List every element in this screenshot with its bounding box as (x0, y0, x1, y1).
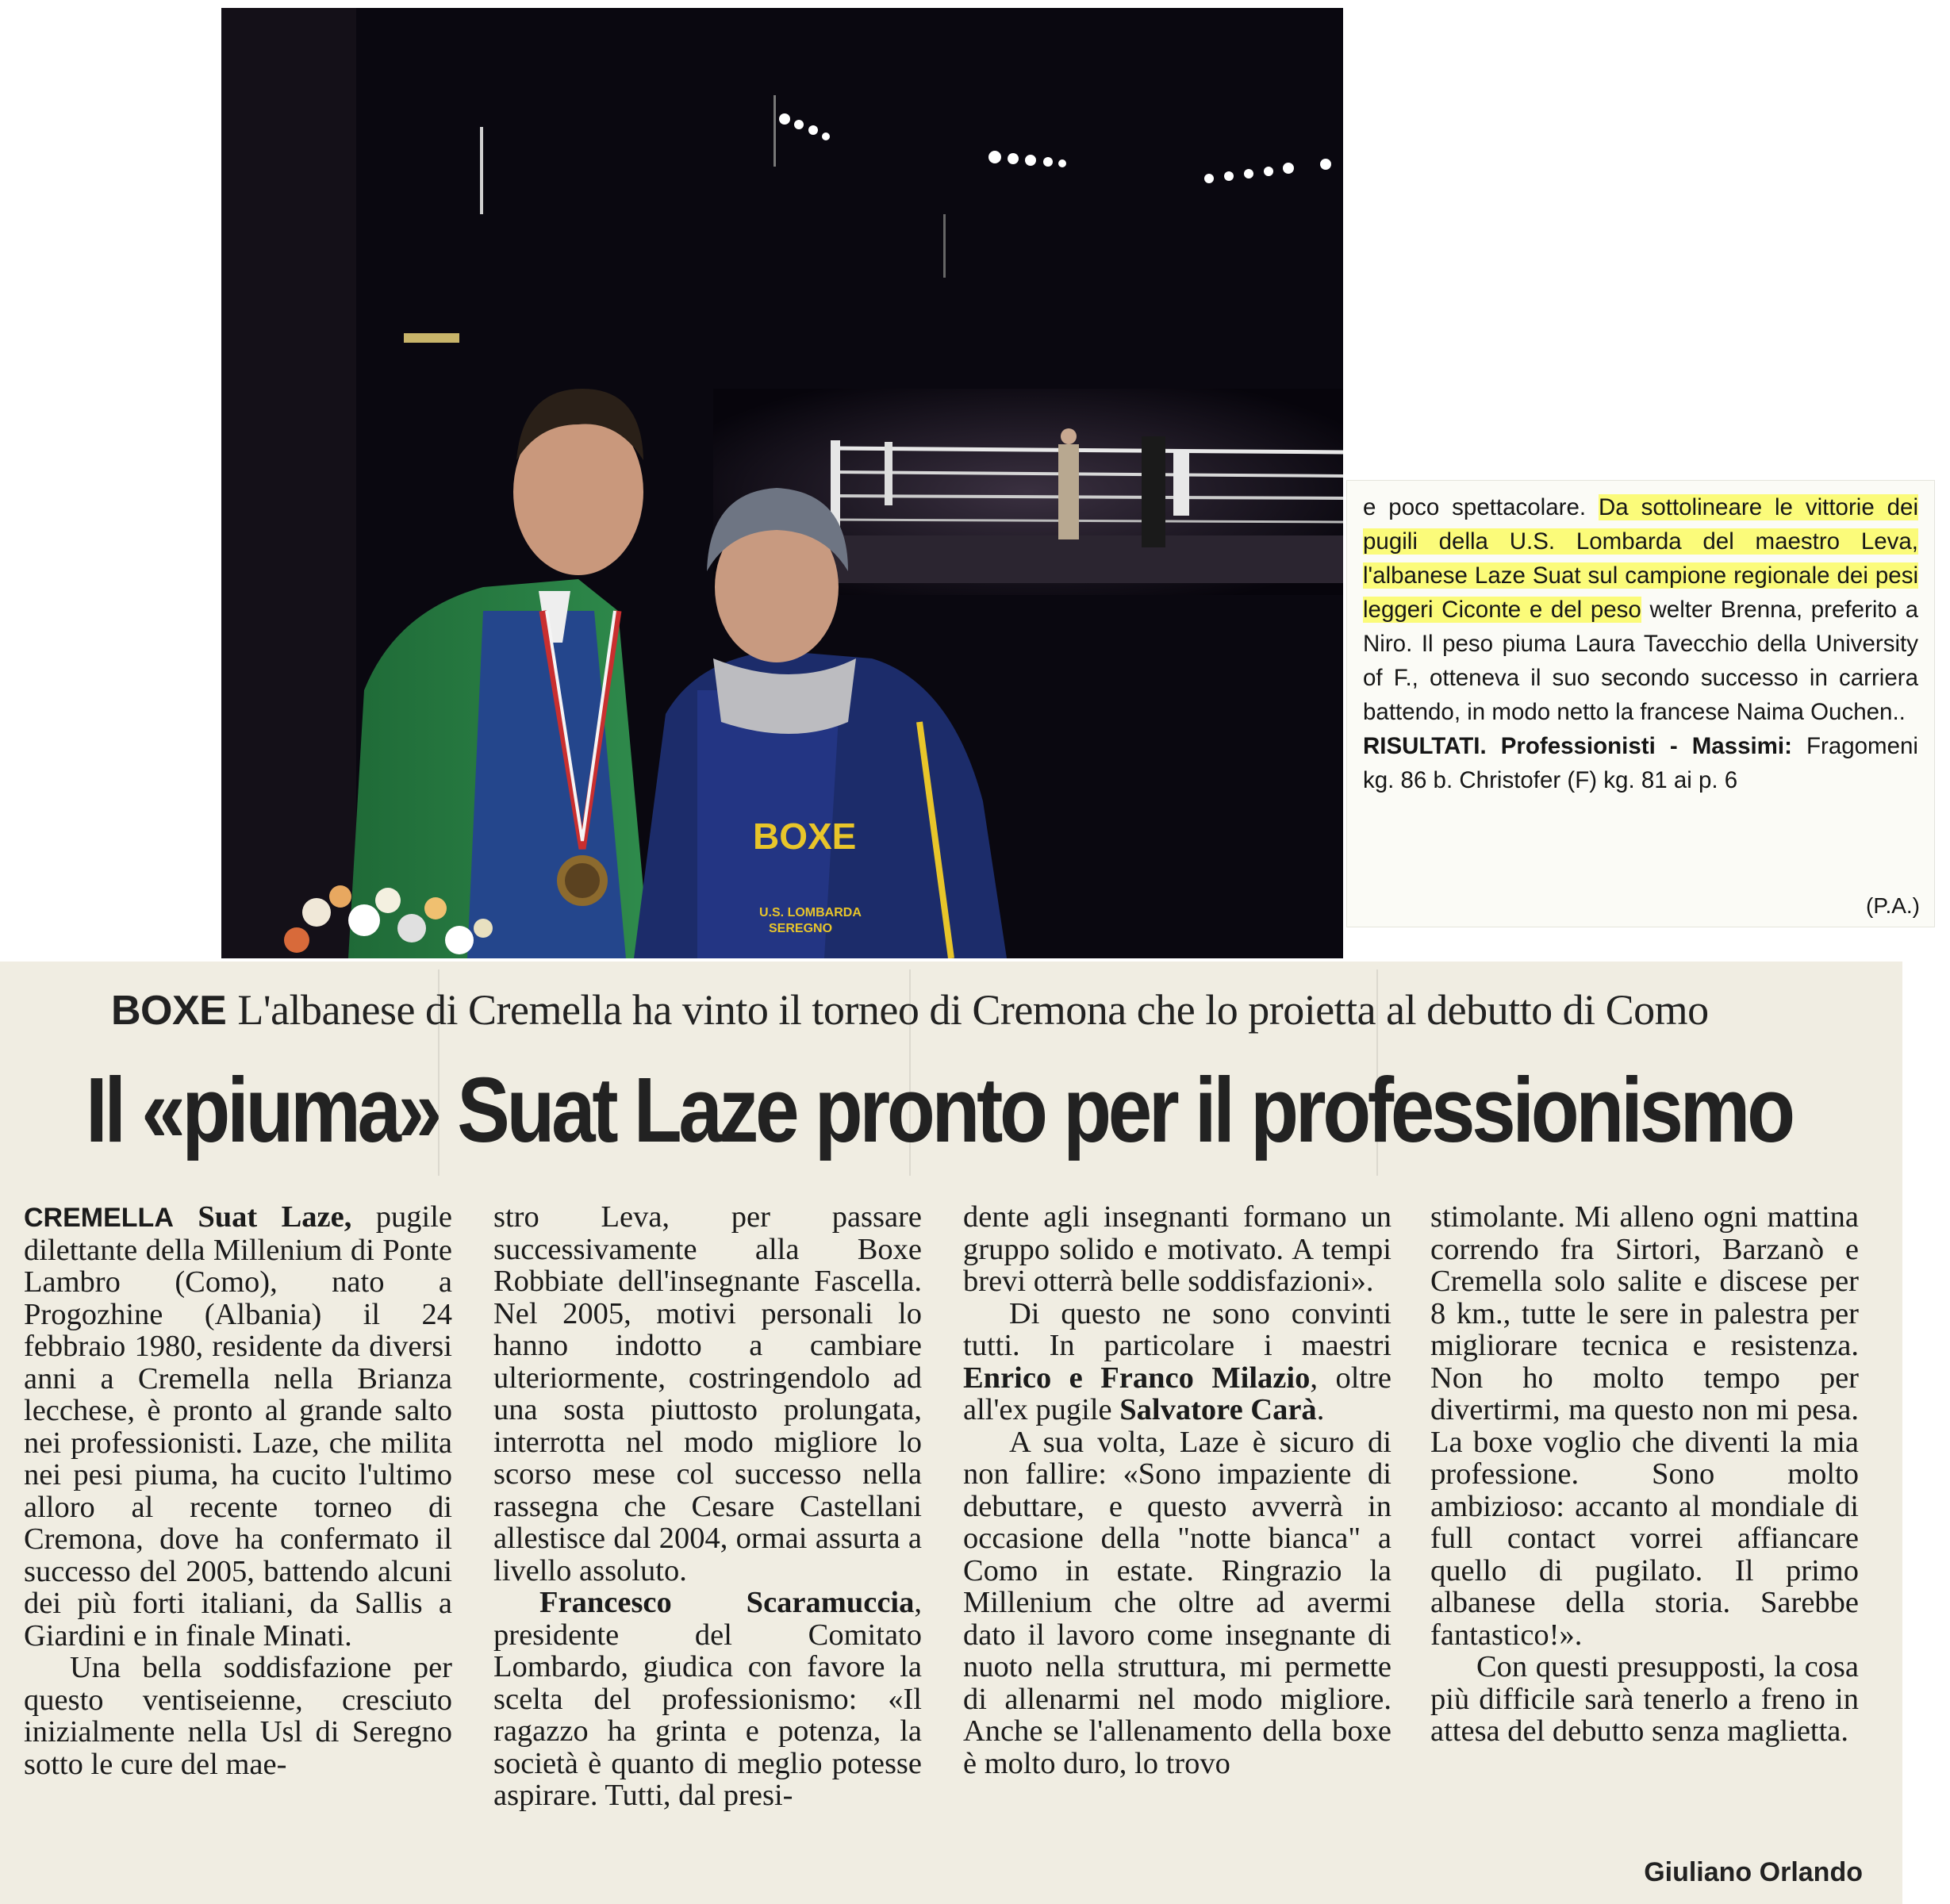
col1-text-1: pugile dilettante della Millenium di Ponte Lambro (Como), nato a Progozhine (Albania) il 24 febbraio 1980, residente da diversi anni a Cremella nella Brianza lecchese, è pronto al grande salto nei professionisti. Laze, che milita nei pesi piuma, ha cucito l'ultimo alloro al recente torneo di Cremona, dove ha confermato il successo del 2005, battendo alcuni dei più forti italiani, da Sallis a Giardini e in finale Minati. (24, 1200, 453, 1653)
quoted-person: Francesco Scaramuccia (539, 1586, 915, 1619)
jacket-text: BOXE (753, 816, 857, 857)
kicker-label: BOXE (111, 988, 227, 1034)
side-text-c: welter Brenna, preferito a Niro. Il peso piuma Laura Tavecchio della University of F., otteneva il suo secondo successo in carriera battendo, in modo netto la francese Naima Ouchen.. (1363, 597, 1919, 725)
col2-text-2: , presidente del Comitato Lombardo, giudica con favore la scelta del professionismo: «Il ragazzo ha grinta e potenza, la società è quanto di meglio potesse aspirare. Tutti, dal presi- (493, 1586, 922, 1812)
article-column-2 (493, 1201, 922, 1812)
col4-paragraph-1: stimolante. Mi alleno ogni mattina correndo fra Sirtori, Barzanò e Cremella solo salite e discese per 8 km., tutte le sere in palestra per migliorare tecnica e resistenza. Non ho molto tempo per divertirmi, ma questo non mi pesa. La boxe voglio che diventi la mia professione. Sono molto ambizioso: accanto al mondiale di full contact vorrei affiancare quello di pugilato. Il primo albanese della storia. Sarebbe fantastico!». (1430, 1200, 1859, 1652)
article-kicker (111, 985, 1896, 1035)
author-signature: Giuliano Orlando (1644, 1857, 1863, 1887)
col1-paragraph-2: Una bella soddisfazione per questo ventiseienne, cresciuto inizialmente nella Usl di Seregno sotto le cure del mae- (24, 1651, 452, 1781)
article-column-1 (24, 1201, 452, 1780)
article-clipping (0, 962, 1902, 1904)
col3-paragraph-2 (963, 1298, 1391, 1426)
article-column-4 (1430, 1201, 1859, 1748)
col2-paragraph-1: stro Leva, per passare successivamente alla Boxe Robbiate dell'insegnante Fascella. Nel 2005, motivi personali lo hanno indotto a cambiare ulteriormente, costringendolo ad una sosta piuttosto prolungata, interrotta nel modo migliore lo scorso mese col successo nella rassegna che Cesare Castellani allestisce dal 2004, ormai assurta a livello assoluto. (493, 1200, 922, 1587)
jacket-club-line1: U.S. LOMBARDA (759, 906, 862, 919)
results-label: RISULTATI. Professionisti - Massimi: (1363, 733, 1792, 759)
kicker-text: L'albanese di Cremella ha vinto il torneo di Cremona che lo proietta al debutto di Como (237, 986, 1709, 1034)
photo-boxers (221, 8, 1343, 958)
col2-paragraph-2 (493, 1587, 922, 1812)
side-text-highlighted: Da sottolineare le vittorie dei pugili della U.S. Lombarda del maestro Leva, l'albanese Laze Suat sul campione regionale dei pesi leggeri Ciconte e del peso (1363, 494, 1918, 623)
photo-scene (221, 8, 1343, 958)
ex-boxer-name: Salvatore Carà (1119, 1393, 1317, 1426)
col3-text-a: Di questo ne sono convinti tutti. In particolare i maestri (963, 1296, 1391, 1362)
article-column-3 (963, 1201, 1391, 1779)
side-text-a: e poco spettacolare. (1363, 494, 1587, 520)
col3-text-c: . (1316, 1393, 1325, 1426)
results-text: Fragomeni kg. 86 b. Christofer (F) kg. 81 ai p. 6 (1363, 733, 1918, 793)
side-clipping (1347, 481, 1934, 927)
maestri-names: Enrico e Franco Milazio (963, 1361, 1311, 1395)
col3-paragraph-1: dente agli insegnanti formano un gruppo solido e motivato. A tempi brevi otterrà belle soddisfazioni». (963, 1200, 1391, 1298)
col1-paragraph-1 (24, 1201, 452, 1652)
article-headline: Il «piuma» Suat Laze pronto per il professionismo (86, 1058, 1792, 1161)
dateline: CREMELLA (24, 1203, 174, 1233)
side-clipping-text (1363, 490, 1918, 797)
col3-paragraph-3: A sua volta, Laze è sicuro di non fallire: «Sono impaziente di debuttare, e questo avverrà in occasione della "notte bianca" a Como in estate. Ringrazio la Millenium che oltre ad avermi dato il lavoro come insegnante di nuoto nella struttura, mi permette di allenarmi nel modo migliore. Anche se l'allenamento della boxe è molto duro, lo trovo (963, 1425, 1391, 1780)
col4-paragraph-2: Con questi presupposti, la cosa più difficile sarà tenerlo a freno in attesa del debutto senza maglietta. (1430, 1650, 1859, 1748)
col3-text-b: , oltre all'ex pugile (963, 1361, 1391, 1426)
side-credit: (P.A.) (1866, 893, 1920, 918)
subject-name: Suat Laze, (198, 1200, 352, 1234)
jacket-club-line2: SEREGNO (769, 922, 833, 935)
